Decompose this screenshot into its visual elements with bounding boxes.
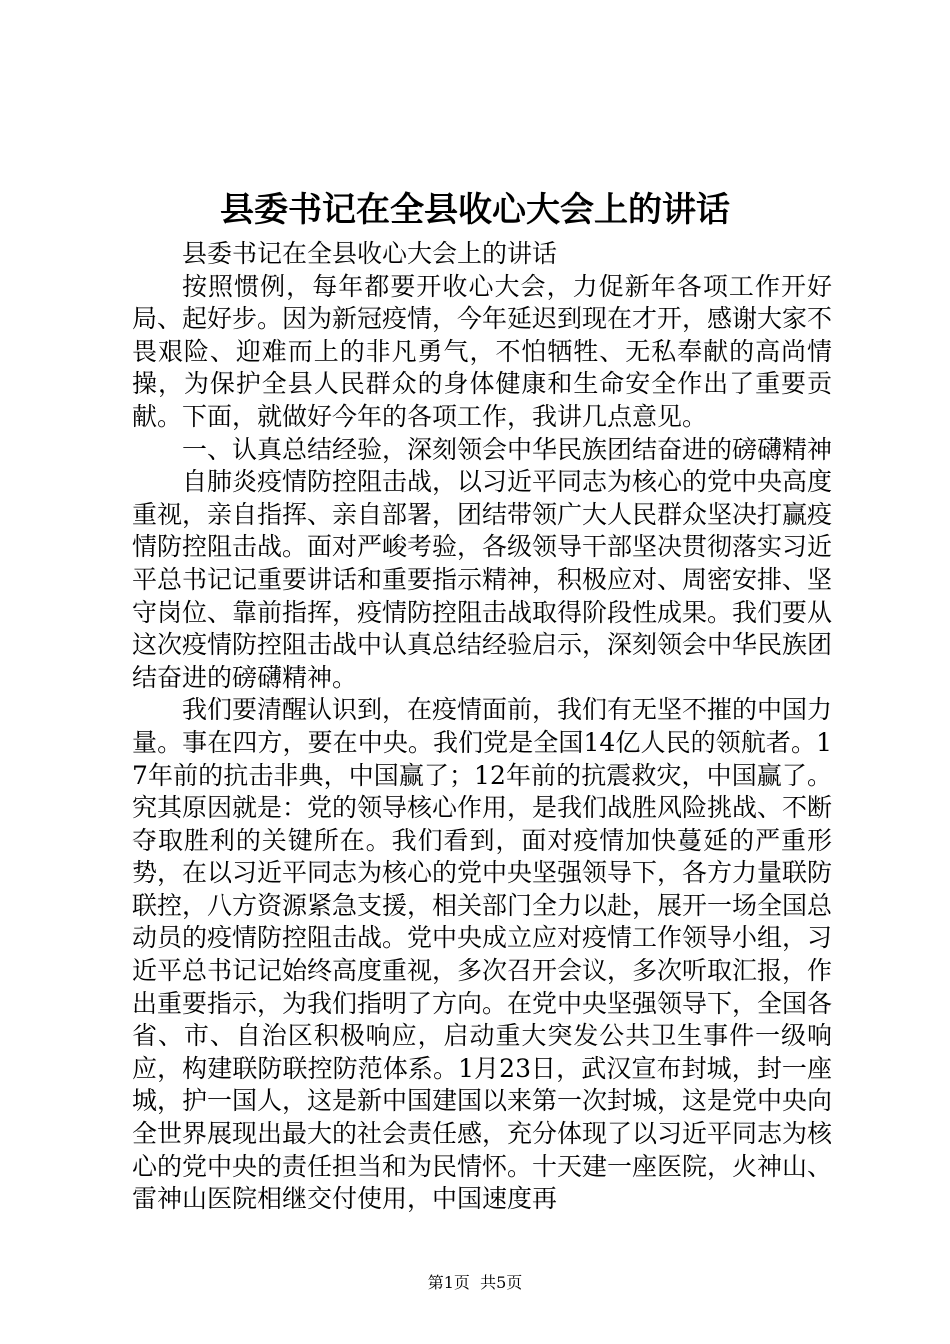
document-title: 县委书记在全县收心大会上的讲话 bbox=[220, 190, 730, 230]
paragraph-subtitle: 县委书记在全县收心大会上的讲话 bbox=[182, 239, 558, 268]
paragraph-china-strength: 我们要清醒认识到，在疫情面前，我们有无坚不摧的中国力量。事在四方，要在中央。我们党是全国14亿人民的领航者。17年前的抗击非典，中国赢了；12年前的抗震救灾，中国赢了。究其原因就是：党的领导核心作用，是我们战胜风险挑战、不断夺取胜利的关键所在。我们看到，面对疫情加快蔓延的严重形势，在以习近平同志为核心的党中央坚强领导下，各方力量联防联控，八方资源紧急支援，相关部门全力以赴，展开一场全国总动员的疫情防控阻击战。党中央成立应对疫情工作领导小组，习近平总书记记始终高度重视，多次召开会议，多次听取汇报，作出重要指示，为我们指明了方向。在党中央坚强领导下，全国各省、市、自治区积极响应，启动重大突发公共卫生事件一级响应，构建联防联控防范体系。1月23日，武汉宣布封城，封一座城，护一国人，这是新中国建国以来第一次封城，这是党中央向全世界展现出最大的社会责任感，充分体现了以习近平同志为核心的党中央的责任担当和为民情怀。十天建一座医院，火神山、雷神山医院相继交付使用，中国速度再 bbox=[132, 695, 833, 1214]
section-heading-1: 一、认真总结经验，深刻领会中华民族团结奋进的磅礴精神 bbox=[182, 434, 833, 464]
page-total: 共5页 bbox=[480, 1273, 523, 1292]
page-footer bbox=[0, 1272, 950, 1294]
document-body bbox=[132, 238, 832, 1216]
paragraph-intro: 按照惯例，每年都要开收心大会，力促新年各项工作开好局、起好步。因为新冠疫情，今年延迟到现在才开，感谢大家不畏艰险、迎难而上的非凡勇气，不怕牺牲、无私奉献的高尚情操，为保护全县人民群众的身体健康和生命安全作出了重要贡献。下面，就做好今年的各项工作，我讲几点意见。 bbox=[132, 271, 833, 431]
paragraph-epidemic-control: 自肺炎疫情防控阻击战，以习近平同志为核心的党中央高度重视，亲自指挥、亲自部署，团结带领广大人民群众坚决打赢疫情防控阻击战。面对严峻考验，各级领导干部坚决贯彻落实习近平总书记记重要讲话和重要指示精神，积极应对、周密安排、坚守岗位、靠前指挥，疫情防控阻击战取得阶段性成果。我们要从这次疫情防控阻击战中认真总结经验启示，深刻领会中华民族团结奋进的磅礴精神。 bbox=[132, 467, 833, 692]
page-number: 第1页 bbox=[427, 1273, 470, 1292]
